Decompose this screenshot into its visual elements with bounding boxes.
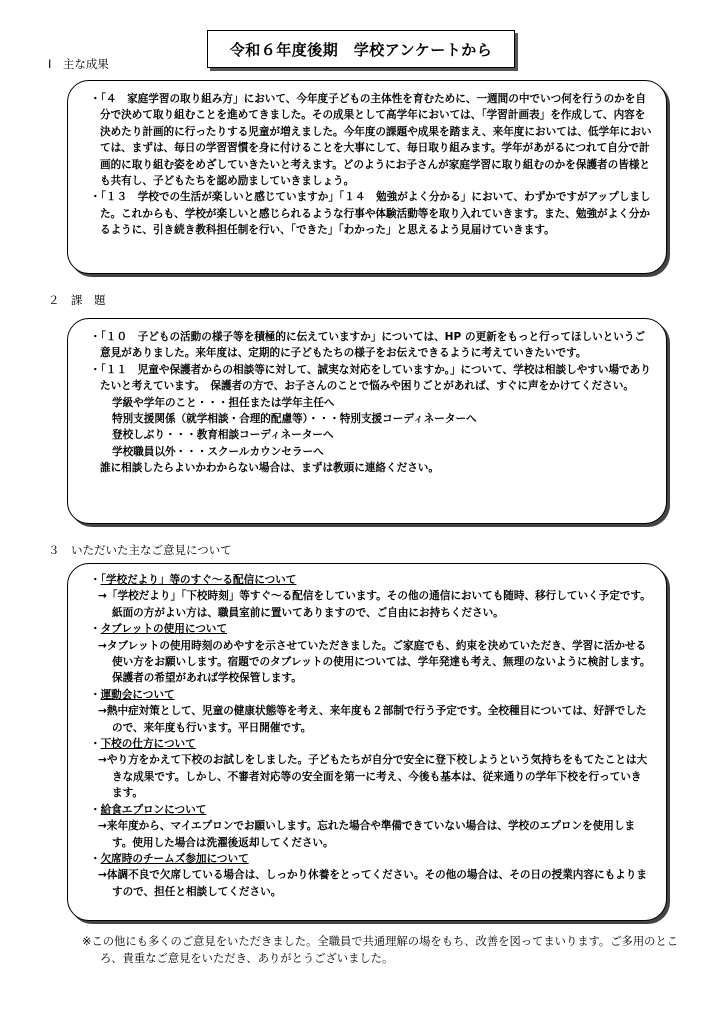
section-1-panel [67, 80, 667, 274]
section-2-item: ・「１１ 児童や保護者からの相談等に対して、誠実な対応をしていますか。」について、学校は相談しやすい場でありたいと考えています。 保護者の方で、お子さんのことで悩みや困りごとがあれば、すぐに声をかけてください。 [90, 363, 651, 393]
opinion-topic-label: 下校の仕方について [100, 738, 196, 751]
contact-line: 学校職員以外・・・スクールカウンセラーへ [112, 445, 324, 458]
opinion-topic-label: 給食エプロンについて [100, 803, 207, 816]
opinion-answer: →体調不良で欠席している場合は、しっかり休養をとってください。その他の場合は、その日の授業内容にもよりますので、担任と相談してください。 [98, 869, 647, 898]
section-3-panel [67, 563, 667, 921]
opinion-answer: →熱中症対策として、児童の健康状態等を考え、来年度も２部制で行う予定です。全校種目については、好評でしたので、来年度も行います。平日開催です。 [98, 705, 647, 734]
opinion-topic-label: 欠席時のチームズ参加について [100, 852, 249, 865]
opinion-topic: ・タブレットの使用について [90, 623, 227, 636]
opinion-topic-label: 運動会について [100, 688, 175, 701]
opinion-topic-label: タブレットの使用について [100, 623, 227, 636]
section-1-heading: Ⅰ 主な成果 [48, 57, 109, 71]
opinion-answer: →「学校だより」「下校時刻」等すぐ～る配信をしています。その他の通信においても随時、移行していく予定です。紙面の方がよい方は、職員室前に置いてありますので、ご自由にお持ちください。 [98, 590, 651, 619]
opinion-topic: ・下校の仕方について [90, 738, 196, 751]
contact-line: 特別支援関係（就学相談・合理的配慮等）・・・特別支援コーディネーターへ [112, 413, 477, 426]
opinion-topic: ・運動会について [90, 688, 175, 701]
page-title: 令和６年度後期 学校アンケートから [207, 30, 515, 68]
opinion-topic-label: 「学校だより」等のすぐ～る配信について [100, 574, 297, 586]
footer-note: ※この他にも多くのご意見をいただきました。全職員で共通理解の場をもち、改善を図ってまいります。ご多用のところ、貴重なご意見をいただき、ありがとうございました。 [82, 935, 679, 965]
section-2-closing: 誰に相談したらよいかわからない場合は、まずは教頭に連絡ください。 [100, 462, 439, 475]
contact-line: 学級や学年のこと・・・担任または学年主任へ [112, 396, 335, 409]
opinion-topic: ・欠席時のチームズ参加について [90, 852, 249, 865]
section-2-panel [67, 318, 667, 524]
section-2-item: ・「１０ 子どもの活動の様子等を積極的に伝えていますか」については、HP の更新をもっと行ってほしいというご意見がありました。来年度は、定期的に子どもたちの様子をお伝えできるように考えていきたいです。 [90, 331, 646, 360]
contact-line: 登校しぶり・・・教育相談コーディネーターへ [112, 429, 334, 442]
section-2-heading: ２ 課 題 [48, 293, 106, 307]
opinion-topic: ・給食エプロンについて [90, 803, 207, 816]
opinion-topic: ・「学校だより」等のすぐ～る配信について [90, 574, 297, 586]
section-1-item: ・「１３ 学校での生活が楽しいと感じていますか」「１４ 勉強がよく分かる」において、わずかですがアップしました。これからも、学校が楽しいと感じられるような行事や体験活動等を取り入れていきます。また、勉強がよく分かるように、引き続き教科担任制を行い、「できた」「わかった」と思えるよう見届けていきます。 [90, 191, 651, 237]
section-3-heading: ３ いただいた主なご意見について [48, 543, 232, 557]
opinion-answer: →来年度から、マイエプロンでお願いします。忘れた場合や準備できていない場合は、学校のエプロンを使用します。使用した場合は洗濯後返却してください。 [98, 820, 636, 849]
opinion-answer: →タブレットの使用時刻のめやすを示させていただきました。ご家庭でも、約束を決めていただき、学習に活かせる使い方をお願いします。宿題でのタブレットの使用については、学年発達も考え、無理のないように検討します。保護者の希望があれば学校保管します。 [98, 639, 651, 685]
section-1-item: ・「４ 家庭学習の取り組み方」において、今年度子どもの主体性を育むために、一週間の中でいつ何を行うのかを自分で決めて取り組むことを進めてきました。その成果として高学年においては、「学習計画表」を作成して、内容を決めたり計画的に行ったりする児童が増えました。今年度の課題や成果を踏まえ、来年度においては、低学年においては、まずは、毎日の学習習慣を身に付けることを大事にして、毎日取り組みます。学年があがるにつれて自分で計画的に取り組む姿をめざしていきたいと考えます。どのようにお子さんが家庭学習に取り組むのかを保護者の皆様とも共有し、子どもたちを認め励ましていきましょう。 [90, 93, 652, 188]
opinion-answer: →やり方をかえて下校のお試しをしました。子どもたちが自分で安全に登下校しようという気持ちをもてたことは大きな成果です。しかし、不審者対応等の安全面を第一に考え、今後も基本は、従来通りの学年下校を行っていきます。 [98, 754, 648, 800]
